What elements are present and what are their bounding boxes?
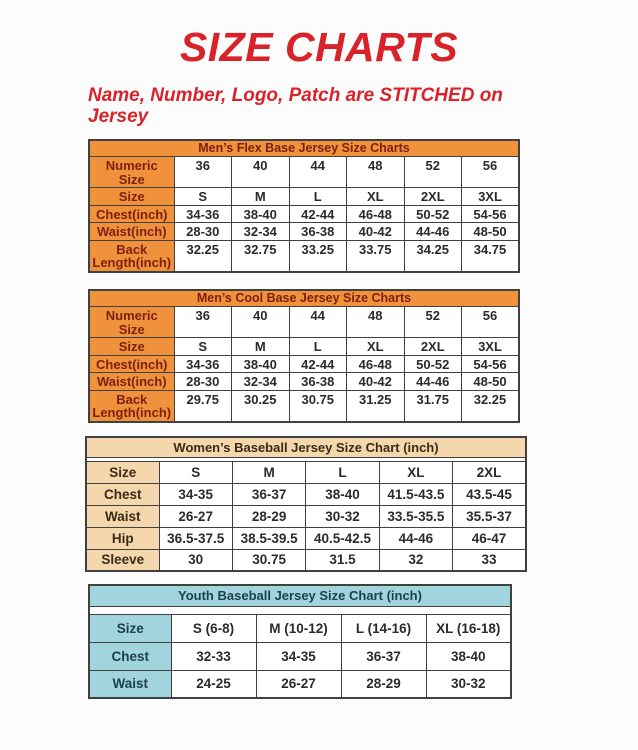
value-cell: XL bbox=[347, 188, 405, 206]
value-cell: 31.25 bbox=[347, 390, 405, 422]
value-cell: 48-50 bbox=[462, 223, 520, 241]
row-label: Waist bbox=[86, 505, 159, 527]
row-label: Waist bbox=[89, 670, 171, 698]
size-table bbox=[88, 289, 520, 423]
row-label: Chest bbox=[89, 642, 171, 670]
value-cell: 3XL bbox=[462, 188, 520, 206]
row-label: Size bbox=[89, 338, 174, 356]
table-row bbox=[89, 157, 519, 188]
value-cell: L bbox=[289, 188, 347, 206]
table-row bbox=[89, 355, 519, 373]
table-row bbox=[89, 188, 519, 206]
value-cell: 40.5-42.5 bbox=[306, 527, 379, 549]
value-cell: 30-32 bbox=[306, 505, 379, 527]
value-cell: 40-42 bbox=[347, 223, 405, 241]
value-cell: 28-29 bbox=[232, 505, 305, 527]
value-cell: 31.5 bbox=[306, 549, 379, 571]
spacer-cell bbox=[89, 606, 511, 614]
value-cell: 34.25 bbox=[404, 240, 462, 272]
table-title-row bbox=[89, 290, 519, 307]
row-label: Size bbox=[86, 461, 159, 483]
value-cell: M bbox=[232, 188, 290, 206]
page-subtitle: Name, Number, Logo, Patch are STITCHED on Jersey bbox=[88, 85, 503, 127]
row-label: Waist(inch) bbox=[89, 373, 174, 391]
table-title-row bbox=[89, 140, 519, 157]
row-label: Back Length(inch) bbox=[89, 390, 174, 422]
value-cell: 52 bbox=[404, 157, 462, 188]
value-cell: 38-40 bbox=[306, 483, 379, 505]
value-cell: 44-46 bbox=[379, 527, 452, 549]
table-row bbox=[89, 642, 511, 670]
size-table bbox=[85, 436, 527, 572]
row-label: Size bbox=[89, 188, 174, 206]
value-cell: 28-30 bbox=[174, 373, 232, 391]
value-cell: 41.5-43.5 bbox=[379, 483, 452, 505]
value-cell: 30-32 bbox=[426, 670, 511, 698]
youth-baseball-size-table-container bbox=[88, 584, 512, 699]
value-cell: 36 bbox=[174, 157, 232, 188]
row-label: Back Length(inch) bbox=[89, 240, 174, 272]
value-cell: 36-38 bbox=[289, 373, 347, 391]
row-label: Chest bbox=[86, 483, 159, 505]
value-cell: 42-44 bbox=[289, 355, 347, 373]
value-cell: 36-38 bbox=[289, 223, 347, 241]
value-cell: 38-40 bbox=[426, 642, 511, 670]
table-row bbox=[86, 461, 526, 483]
value-cell: 42-44 bbox=[289, 205, 347, 223]
value-cell: 54-56 bbox=[462, 355, 520, 373]
table-row bbox=[89, 240, 519, 272]
value-cell: 2XL bbox=[404, 188, 462, 206]
value-cell: 29.75 bbox=[174, 390, 232, 422]
spacer-row bbox=[89, 606, 511, 614]
value-cell: XL bbox=[379, 461, 452, 483]
value-cell: M (10-12) bbox=[256, 614, 341, 642]
table-row bbox=[89, 338, 519, 356]
value-cell: 33.75 bbox=[347, 240, 405, 272]
value-cell: 38-40 bbox=[232, 355, 290, 373]
womens-baseball-size-table-container bbox=[85, 436, 527, 572]
row-label: Size bbox=[89, 614, 171, 642]
value-cell: 40 bbox=[232, 157, 290, 188]
value-cell: M bbox=[232, 338, 290, 356]
value-cell: 48 bbox=[347, 307, 405, 338]
value-cell: 54-56 bbox=[462, 205, 520, 223]
value-cell: 36-37 bbox=[341, 642, 426, 670]
value-cell: 36 bbox=[174, 307, 232, 338]
value-cell: 43.5-45 bbox=[453, 483, 526, 505]
value-cell: M bbox=[232, 461, 305, 483]
value-cell: 32 bbox=[379, 549, 452, 571]
value-cell: S (6-8) bbox=[171, 614, 256, 642]
value-cell: 2XL bbox=[404, 338, 462, 356]
value-cell: 44-46 bbox=[404, 373, 462, 391]
value-cell: 44 bbox=[289, 307, 347, 338]
value-cell: 2XL bbox=[453, 461, 526, 483]
value-cell: 50-52 bbox=[404, 355, 462, 373]
value-cell: 34-36 bbox=[174, 355, 232, 373]
table-title: Youth Baseball Jersey Size Chart (inch) bbox=[89, 585, 511, 606]
table-title: Men’s Cool Base Jersey Size Charts bbox=[89, 290, 519, 307]
value-cell: 36.5-37.5 bbox=[159, 527, 232, 549]
row-label: Chest(inch) bbox=[89, 355, 174, 373]
table-title: Women’s Baseball Jersey Size Chart (inch) bbox=[86, 437, 526, 457]
value-cell: 46-48 bbox=[347, 205, 405, 223]
table-row bbox=[89, 205, 519, 223]
table-row bbox=[86, 527, 526, 549]
value-cell: 31.75 bbox=[404, 390, 462, 422]
table-row bbox=[89, 614, 511, 642]
value-cell: 44 bbox=[289, 157, 347, 188]
row-label: Numeric Size bbox=[89, 157, 174, 188]
size-table bbox=[88, 584, 512, 699]
value-cell: 48 bbox=[347, 157, 405, 188]
value-cell: XL (16-18) bbox=[426, 614, 511, 642]
table-title-row bbox=[86, 437, 526, 457]
table-title: Men’s Flex Base Jersey Size Charts bbox=[89, 140, 519, 157]
value-cell: L bbox=[306, 461, 379, 483]
row-label: Waist(inch) bbox=[89, 223, 174, 241]
value-cell: S bbox=[174, 338, 232, 356]
table-row bbox=[89, 307, 519, 338]
value-cell: XL bbox=[347, 338, 405, 356]
value-cell: 33 bbox=[453, 549, 526, 571]
value-cell: 32-34 bbox=[232, 373, 290, 391]
value-cell: 32.25 bbox=[462, 390, 520, 422]
table-row bbox=[86, 505, 526, 527]
value-cell: 26-27 bbox=[159, 505, 232, 527]
value-cell: 30.25 bbox=[232, 390, 290, 422]
value-cell: 28-29 bbox=[341, 670, 426, 698]
table-row bbox=[89, 670, 511, 698]
table-row bbox=[86, 483, 526, 505]
value-cell: 33.5-35.5 bbox=[379, 505, 452, 527]
value-cell: 40-42 bbox=[347, 373, 405, 391]
table-row bbox=[86, 549, 526, 571]
value-cell: 35.5-37 bbox=[453, 505, 526, 527]
value-cell: 36-37 bbox=[232, 483, 305, 505]
page-title: SIZE CHARTS bbox=[179, 24, 459, 70]
value-cell: 34-35 bbox=[256, 642, 341, 670]
value-cell: 34-36 bbox=[174, 205, 232, 223]
value-cell: S bbox=[174, 188, 232, 206]
value-cell: L (14-16) bbox=[341, 614, 426, 642]
value-cell: 28-30 bbox=[174, 223, 232, 241]
value-cell: 3XL bbox=[462, 338, 520, 356]
value-cell: 32.25 bbox=[174, 240, 232, 272]
table-title-row bbox=[89, 585, 511, 606]
value-cell: 56 bbox=[462, 307, 520, 338]
row-label: Chest(inch) bbox=[89, 205, 174, 223]
mens-flex-base-size-table-container bbox=[88, 139, 520, 273]
value-cell: 38-40 bbox=[232, 205, 290, 223]
value-cell: 32.75 bbox=[232, 240, 290, 272]
row-label: Hip bbox=[86, 527, 159, 549]
row-label: Sleeve bbox=[86, 549, 159, 571]
size-table bbox=[88, 139, 520, 273]
mens-cool-base-size-table-container bbox=[88, 289, 520, 423]
value-cell: S bbox=[159, 461, 232, 483]
value-cell: 24-25 bbox=[171, 670, 256, 698]
value-cell: 32-34 bbox=[232, 223, 290, 241]
value-cell: 33.25 bbox=[289, 240, 347, 272]
value-cell: 30.75 bbox=[289, 390, 347, 422]
value-cell: 56 bbox=[462, 157, 520, 188]
table-row bbox=[89, 390, 519, 422]
table-row bbox=[89, 223, 519, 241]
value-cell: 46-48 bbox=[347, 355, 405, 373]
value-cell: L bbox=[289, 338, 347, 356]
value-cell: 52 bbox=[404, 307, 462, 338]
value-cell: 30 bbox=[159, 549, 232, 571]
row-label: Numeric Size bbox=[89, 307, 174, 338]
value-cell: 50-52 bbox=[404, 205, 462, 223]
value-cell: 38.5-39.5 bbox=[232, 527, 305, 549]
value-cell: 26-27 bbox=[256, 670, 341, 698]
value-cell: 48-50 bbox=[462, 373, 520, 391]
value-cell: 34-35 bbox=[159, 483, 232, 505]
value-cell: 46-47 bbox=[453, 527, 526, 549]
value-cell: 34.75 bbox=[462, 240, 520, 272]
value-cell: 44-46 bbox=[404, 223, 462, 241]
table-row bbox=[89, 373, 519, 391]
value-cell: 40 bbox=[232, 307, 290, 338]
value-cell: 30.75 bbox=[232, 549, 305, 571]
value-cell: 32-33 bbox=[171, 642, 256, 670]
